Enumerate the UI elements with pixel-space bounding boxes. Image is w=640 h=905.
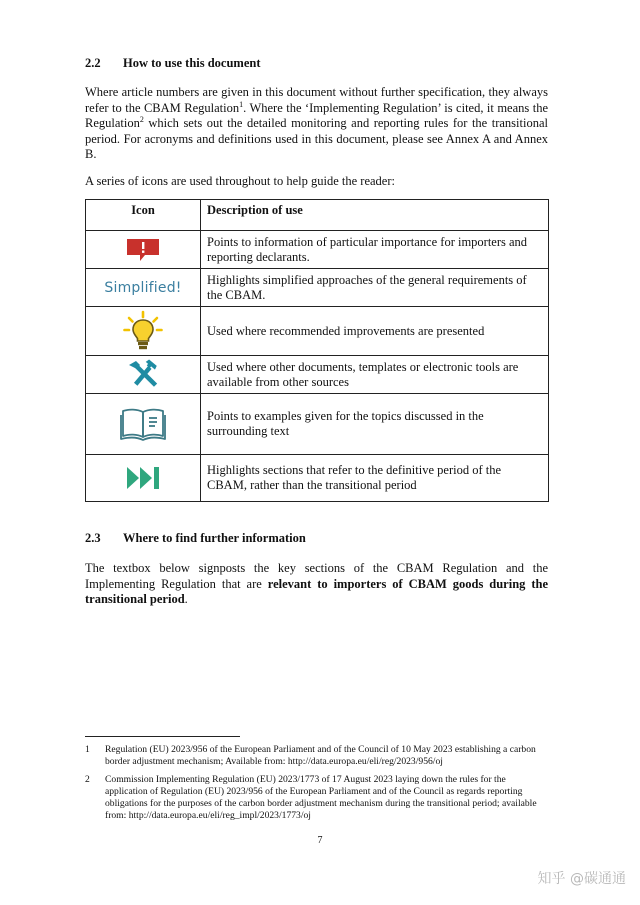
icon-cell bbox=[86, 356, 201, 394]
description-cell: Points to examples given for the topics discussed in the surrounding text bbox=[201, 394, 549, 455]
footnote-ref-1[interactable]: 1 bbox=[239, 99, 244, 109]
description-cell: Highlights simplified approaches of the general requirements of the CBAM. bbox=[201, 269, 549, 307]
tools-icon bbox=[126, 359, 160, 391]
alert-icon bbox=[126, 238, 160, 262]
table-row bbox=[86, 231, 549, 269]
page-number: 7 bbox=[317, 835, 323, 846]
paragraph-icons-intro: A series of icons are used throughout to help guide the reader: bbox=[85, 174, 395, 188]
open-book-icon bbox=[119, 406, 167, 442]
section-heading-2-3 bbox=[85, 531, 306, 546]
description-cell: Highlights sections that refer to the definitive period of the CBAM, rather than the transitional period bbox=[201, 455, 549, 502]
section-number: 2.3 bbox=[85, 531, 101, 545]
simplified-badge-icon: Simplified! bbox=[104, 279, 182, 296]
footnote-text: Commission Implementing Regulation (EU) 2023/1773 of 17 August 2023 laying down the rules for the application of Regulation (EU) 2023/956 of the European Parliament and of the Council as regards reporting obligations for the purposes of the carbon border adjustment mechanism during the transitional period; available from: http://data.europa.eu/eli/reg_impl/2023/1773/oj bbox=[105, 774, 537, 821]
table-row bbox=[86, 307, 549, 356]
footnote-1 bbox=[85, 744, 548, 768]
icon-cell bbox=[86, 231, 201, 269]
icon-cell bbox=[86, 307, 201, 356]
paragraph-text: which sets out the detailed monitoring and reporting rules for the transitional period. For acronyms and definitions used in this document, please see Annex A and Annex B. bbox=[85, 116, 548, 161]
footnote-separator bbox=[85, 736, 240, 737]
table-header-row bbox=[86, 200, 549, 231]
paragraph-article-references bbox=[85, 85, 548, 163]
paragraph-text: The textbox below signposts the key sections of the CBAM Regulation and the Implementing Regulation that are bbox=[85, 561, 548, 591]
section-number: 2.2 bbox=[85, 56, 101, 70]
header-icon: Icon bbox=[86, 200, 201, 231]
paragraph-text: . bbox=[184, 592, 188, 606]
footnote-text: Regulation (EU) 2023/956 of the European Parliament and of the Council of 10 May 2023 establishing a carbon border adjustment mechanism; Available from: http://data.europa.eu/eli/reg/2023/956/oj bbox=[105, 744, 536, 767]
icon-cell bbox=[86, 269, 201, 307]
section-heading-2-2 bbox=[85, 56, 261, 71]
description-cell: Points to information of particular importance for importers and reporting declarants. bbox=[201, 231, 549, 269]
table-row bbox=[86, 269, 549, 307]
paragraph-bold-text: relevant to importers of CBAM goods during the transitional period bbox=[85, 576, 549, 606]
paragraph-text: . Where the ‘Implementing Regulation’ is cited, it means the Regulation bbox=[85, 100, 548, 130]
fast-forward-icon bbox=[125, 465, 161, 491]
section-title: How to use this document bbox=[123, 56, 261, 70]
footnote-ref-2[interactable]: 2 bbox=[139, 114, 144, 124]
description-cell: Used where other documents, templates or electronic tools are available from other sources bbox=[201, 356, 549, 394]
footnote-number: 1 bbox=[85, 744, 90, 755]
watermark: 知乎 @碳通通 bbox=[537, 871, 626, 887]
icon-cell bbox=[86, 394, 201, 455]
paragraph-text: Where article numbers are given in this document without further specification, they always refer to the CBAM Regulation bbox=[85, 85, 548, 115]
table-row bbox=[86, 455, 549, 502]
lightbulb-icon bbox=[123, 310, 163, 352]
header-description: Description of use bbox=[201, 200, 549, 231]
section-title: Where to find further information bbox=[123, 531, 306, 545]
table-row bbox=[86, 356, 549, 394]
paragraph-further-info bbox=[85, 561, 548, 608]
footnote-2 bbox=[85, 774, 548, 822]
footnote-number: 2 bbox=[85, 774, 90, 785]
icon-legend-table bbox=[85, 199, 549, 502]
table-row bbox=[86, 394, 549, 455]
icon-cell bbox=[86, 455, 201, 502]
description-cell: Used where recommended improvements are presented bbox=[201, 307, 549, 356]
